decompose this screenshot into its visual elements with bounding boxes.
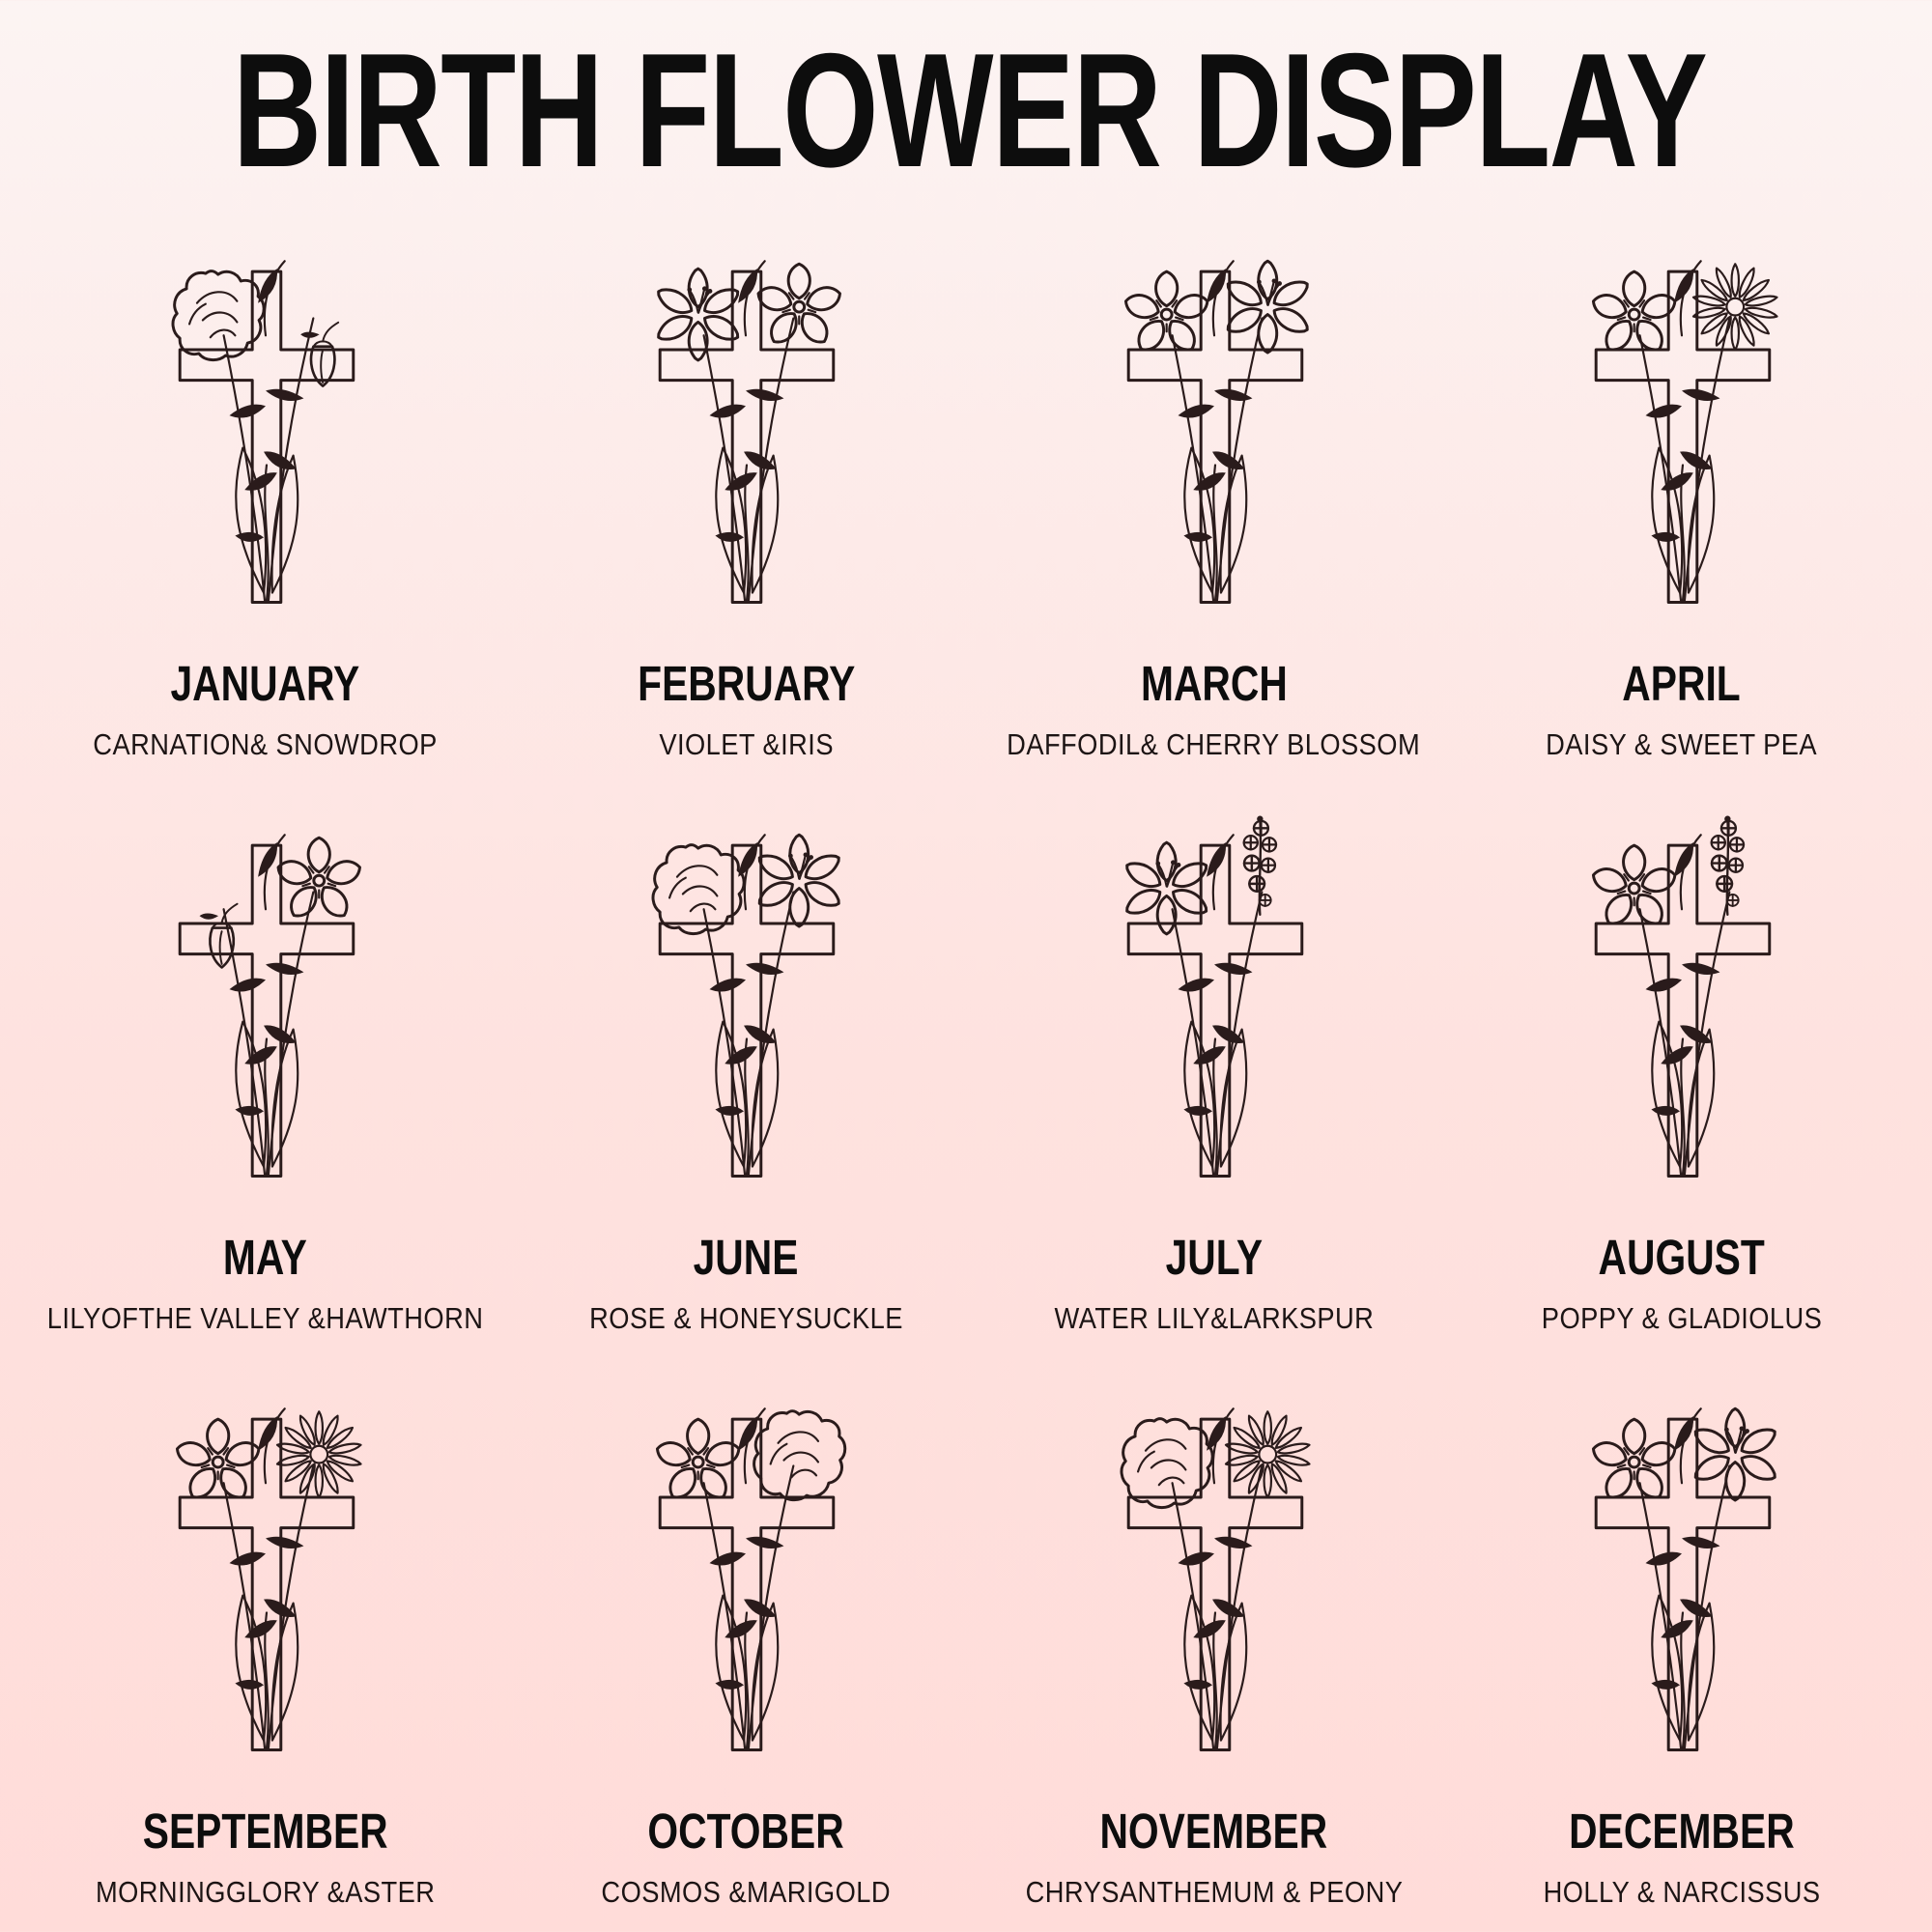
month-flowers-caption: HOLLY & NARCISSUS (1543, 1875, 1821, 1910)
page-title: BIRTH FLOWER DISPLAY (232, 19, 1707, 201)
month-flowers-caption: CARNATION& SNOWDROP (93, 727, 438, 762)
month-card-december (1449, 1364, 1915, 1909)
stems-and-leaves-icon (223, 835, 313, 1174)
month-card-july (979, 790, 1448, 1335)
chrysanthemum-flower-icon (1225, 1412, 1310, 1498)
month-card-january (17, 216, 513, 761)
month-card-may (17, 790, 513, 1335)
months-grid (0, 216, 1932, 1910)
month-name: MARCH (1140, 656, 1288, 711)
honeysuckle-flower-icon (755, 835, 843, 926)
gladiolus-flower-icon (1712, 816, 1744, 915)
violet-flower-icon (755, 264, 843, 348)
holly-flower-icon (1590, 1420, 1678, 1504)
stems-and-leaves-icon (1172, 261, 1262, 600)
title-area (0, 0, 1932, 203)
february-cross-with-violet-and-iris-illustration (603, 216, 889, 632)
cherry-blossom-flower-icon (1122, 271, 1210, 355)
water-lily-flower-icon (1122, 842, 1209, 934)
month-flowers-caption: WATER LILY&LARKSPUR (1054, 1301, 1374, 1336)
october-cross-with-cosmos-and-marigold-illustration (603, 1364, 889, 1779)
month-name: JULY (1165, 1230, 1263, 1286)
month-card-april (1449, 216, 1915, 761)
month-name: APRIL (1622, 656, 1742, 711)
month-flowers-caption: POPPY & GLADIOLUS (1541, 1301, 1823, 1336)
month-card-october (513, 1364, 979, 1909)
july-cross-with-water-lily-and-larkspur-illustration (1071, 790, 1357, 1206)
month-name: NOVEMBER (1099, 1804, 1328, 1860)
sweet-pea-flower-icon (1590, 271, 1678, 355)
month-name: OCTOBER (647, 1804, 844, 1860)
daisy-flower-icon (1692, 264, 1777, 350)
daffodil-flower-icon (1223, 261, 1311, 353)
stems-and-leaves-icon (1639, 1409, 1729, 1748)
narcissus-flower-icon (1690, 1409, 1778, 1501)
marigold-flower-icon (754, 1411, 845, 1500)
stems-and-leaves-icon (223, 261, 313, 600)
month-flowers-caption: ROSE & HONEYSUCKLE (588, 1301, 903, 1336)
month-card-february (513, 216, 979, 761)
larkspur-flower-icon (1243, 816, 1275, 915)
december-cross-with-holly-and-narcissus-illustration (1539, 1364, 1825, 1779)
month-card-march (979, 216, 1448, 761)
stems-and-leaves-icon (704, 1409, 794, 1748)
peony-flower-icon (1122, 1419, 1212, 1508)
march-cross-with-daffodil-and-cherry-blossom-illustration (1071, 216, 1357, 632)
month-flowers-caption: CHRYSANTHEMUM & PEONY (1025, 1875, 1403, 1910)
month-flowers-caption: DAFFODIL& CHERRY BLOSSOM (1007, 727, 1421, 762)
stems-and-leaves-icon (704, 835, 794, 1174)
cosmos-flower-icon (654, 1420, 742, 1504)
month-name: DECEMBER (1569, 1804, 1795, 1860)
hawthorn-flower-icon (274, 838, 362, 922)
month-name: JANUARY (170, 656, 360, 711)
month-card-june (513, 790, 979, 1335)
month-flowers-caption: MORNINGGLORY &ASTER (95, 1875, 436, 1910)
stems-and-leaves-icon (1172, 1409, 1262, 1748)
april-cross-with-daisy-and-sweet-pea-illustration (1539, 216, 1825, 632)
morning-glory-flower-icon (174, 1420, 262, 1504)
stems-and-leaves-icon (223, 1409, 313, 1748)
month-name: AUGUST (1598, 1230, 1765, 1286)
carnation-flower-icon (173, 271, 264, 360)
iris-flower-icon (654, 269, 742, 360)
month-card-september (17, 1364, 513, 1909)
poppy-flower-icon (1590, 845, 1678, 929)
august-cross-with-poppy-and-gladiolus-illustration (1539, 790, 1825, 1206)
january-cross-with-carnation-and-snowdrop-illustration (123, 216, 409, 632)
stems-and-leaves-icon (1639, 261, 1729, 600)
june-cross-with-rose-and-honeysuckle-illustration (603, 790, 889, 1206)
september-cross-with-morning-glory-and-aster-illustration (123, 1364, 409, 1779)
snowdrop-flower-icon (300, 323, 338, 386)
rose-flower-icon (653, 845, 744, 934)
month-flowers-caption: VIOLET &IRIS (658, 727, 834, 762)
november-cross-with-chrysanthemum-and-peony-illustration (1071, 1364, 1357, 1779)
lily-of-the-valley-flower-icon (199, 904, 237, 968)
month-name: JUNE (693, 1230, 799, 1286)
month-flowers-caption: LILYOFTHE VALLEY &HAWTHORN (46, 1301, 484, 1336)
month-card-november (979, 1364, 1448, 1909)
month-name: MAY (223, 1230, 308, 1286)
month-card-august (1449, 790, 1915, 1335)
month-name: FEBRUARY (637, 656, 855, 711)
may-cross-with-lily-of-the-valley-and-hawthorn-illustration (123, 790, 409, 1206)
month-name: SEPTEMBER (142, 1804, 388, 1860)
month-flowers-caption: DAISY & SWEET PEA (1546, 727, 1818, 762)
month-flowers-caption: COSMOS &MARIGOLD (601, 1875, 892, 1910)
aster-flower-icon (276, 1412, 361, 1498)
